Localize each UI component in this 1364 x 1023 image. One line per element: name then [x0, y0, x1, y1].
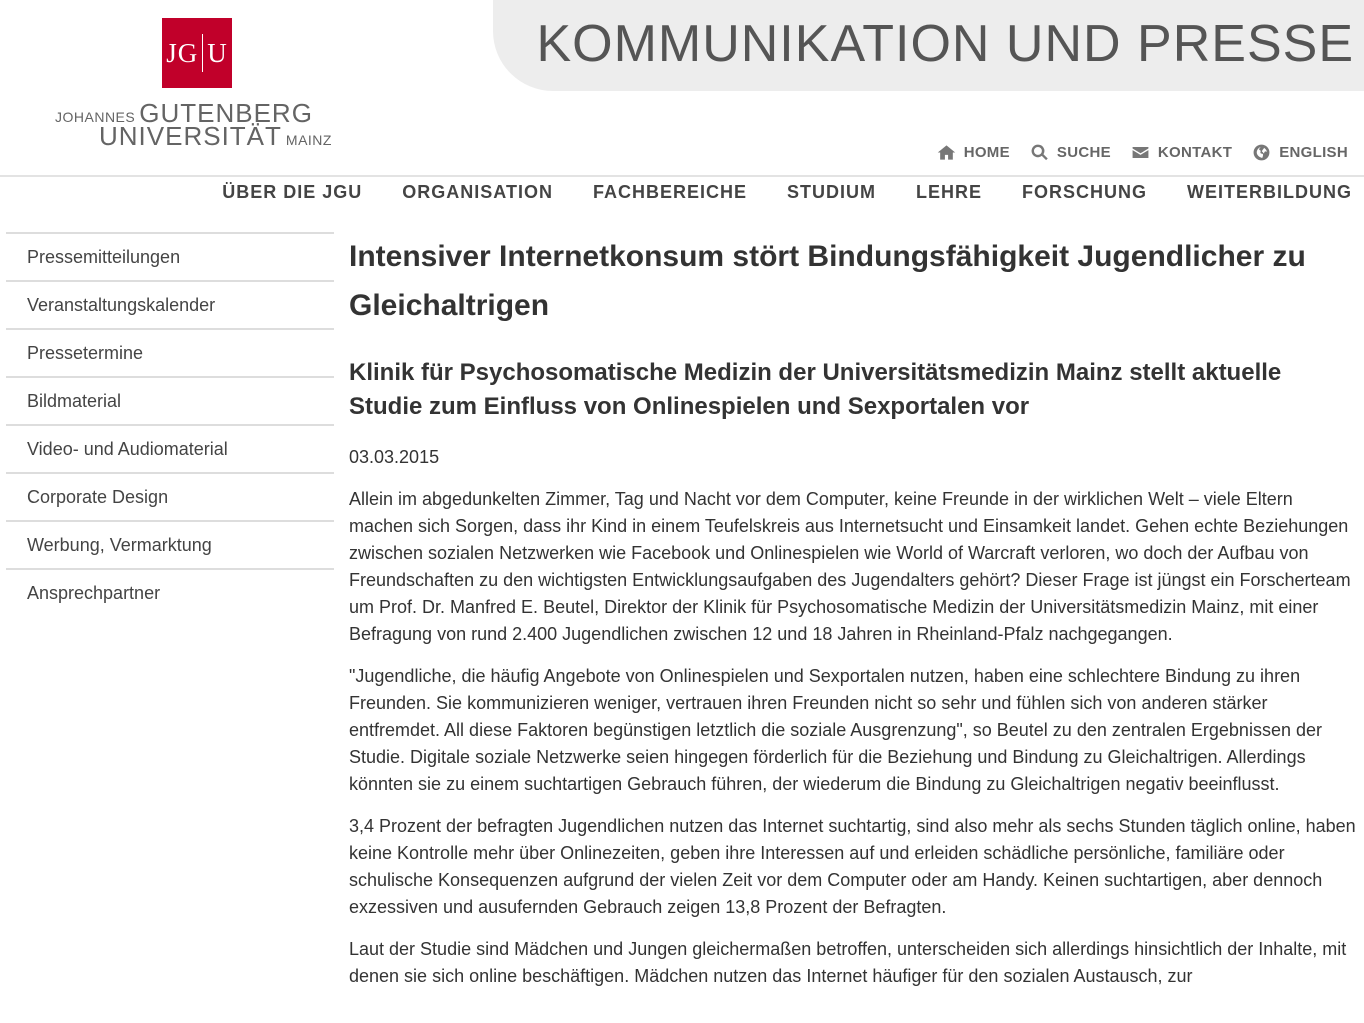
article-paragraph: "Jugendliche, die häufig Angebote von Onlinespielen und Sexportalen nutzen, haben eine schlechtere Bindung zu ihren Freunden. Sie kommunizieren weniger, vertrauen ihren Freunden nicht so sehr und fühlen sich von anderen stärker entfremdet. All diese Faktoren begünstigen letztlich die soziale Ausgrenzung", so Beutel zu den zentralen Ergebnissen der Studie. Digitale soziale Netzwerke seien hingegen förderlich für die Beziehung und Bindung zu Gleichaltrigen. Allerdings könnten sie zu einem suchtartigen Gebrauch führen, der wiederum die Bindung zu Gleichaltrigen negativ beeinflusst.	[349, 666, 1322, 794]
logo-universitaet: UNIVERSITÄT	[99, 121, 282, 151]
service-search-label: SUCHE	[1056, 144, 1111, 161]
university-logo[interactable]	[55, 18, 332, 151]
service-english-label: ENGLISH	[1279, 144, 1348, 161]
article	[349, 232, 1361, 990]
logo-johannes: JOHANNES	[55, 109, 136, 125]
service-home-label: HOME	[963, 144, 1010, 161]
article-paragraph: Allein im abgedunkelten Zimmer, Tag und Nacht vor dem Computer, keine Freunde in der wirklichen Welt – viele Eltern machen sich Sorgen, dass ihr Kind in einem Teufelskreis aus Internetsucht und Einsamkeit landet. Gehen echte Beziehungen zwischen sozialen Netzwerken wie Facebook und Onlinespielen wie World of Warcraft verloren, wo doch der Aufbau von Freundschaften zu den wichtigsten Entwicklungsaufgaben des Jugendalters gehört? Dieser Frage ist jüngst ein Forscherteam um Prof. Dr. Manfred E. Beutel, Direktor der Klinik für Psychosomatische Medizin der Universitätsmedizin Mainz, mit einer Befragung von rund 2.400 Jugendlichen zwischen 12 und 18 Jahren in Rheinland-Pfalz nachgegangen.	[349, 489, 1351, 644]
jgu-logo-mark	[162, 18, 232, 88]
sidebar-item-corporate-design[interactable]: Corporate Design	[6, 472, 334, 520]
article-date: 03.03.2015	[349, 447, 440, 467]
section-banner	[493, 0, 1364, 91]
article-subheadline: Klinik für Psychosomatische Medizin der Universitätsmedizin Mainz stellt aktuelle Studie zum Einfluss von Onlinespielen und Sexportalen vor	[349, 359, 1282, 420]
logo-mainz: MAINZ	[285, 132, 332, 148]
search-icon	[1030, 143, 1049, 162]
home-icon	[937, 143, 956, 162]
service-search-link[interactable]	[1030, 143, 1111, 162]
globe-icon	[1252, 143, 1271, 162]
sidebar-item-bildmaterial[interactable]: Bildmaterial	[6, 376, 334, 424]
sidebar-item-ansprechpartner[interactable]: Ansprechpartner	[6, 568, 334, 616]
service-contact-link[interactable]	[1131, 143, 1232, 162]
nav-organisation[interactable]: ORGANISATION	[402, 182, 553, 202]
logo-gutenberg: GUTENBERG	[139, 98, 313, 128]
section-title: KOMMUNIKATION UND PRESSE	[536, 15, 1354, 73]
service-contact-label: KONTAKT	[1157, 144, 1233, 161]
nav-lehre[interactable]: LEHRE	[915, 182, 982, 202]
service-nav	[917, 143, 1348, 162]
nav-studium[interactable]: STUDIUM	[786, 182, 876, 202]
nav-ueber-die-jgu[interactable]: ÜBER DIE JGU	[222, 182, 363, 202]
sidebar-item-video-audiomaterial[interactable]: Video- und Audiomaterial	[6, 424, 334, 472]
nav-forschung[interactable]: FORSCHUNG	[1022, 182, 1147, 202]
service-home-link[interactable]	[937, 143, 1010, 162]
header-divider	[0, 175, 1364, 177]
article-paragraph: Laut der Studie sind Mädchen und Jungen gleichermaßen betroffen, unterscheiden sich allerdings hinsichtlich der Inhalte, mit denen sie sich online beschäftigen. Mädchen nutzen das Internet häufiger für den sozialen Austausch, zur	[349, 939, 1347, 986]
sidebar-item-pressemitteilungen[interactable]: Pressemitteilungen	[6, 232, 334, 280]
nav-fachbereiche[interactable]: FACHBEREICHE	[592, 182, 747, 202]
service-english-link[interactable]	[1252, 143, 1348, 162]
nav-weiterbildung[interactable]: WEITERBILDUNG	[1187, 182, 1352, 202]
sidebar-item-pressetermine[interactable]: Pressetermine	[6, 328, 334, 376]
sidebar-item-veranstaltungskalender[interactable]: Veranstaltungskalender	[6, 280, 334, 328]
logo-mark-left: JG	[166, 37, 199, 68]
logo-mark-right: U	[207, 37, 228, 68]
article-headline: Intensiver Internetkonsum stört Bindungsfähigkeit Jugendlicher zu Gleichaltrigen	[349, 240, 1306, 322]
main-nav	[182, 182, 1352, 203]
sidebar-nav	[6, 232, 334, 616]
mail-icon	[1131, 143, 1150, 162]
logo-text-line2	[99, 121, 332, 152]
sidebar-item-werbung-vermarktung[interactable]: Werbung, Vermarktung	[6, 520, 334, 568]
article-paragraph: 3,4 Prozent der befragten Jugendlichen nutzen das Internet suchtartig, sind also mehr als sechs Stunden täglich online, haben keine Kontrolle mehr über Onlinezeiten, geben ihre Interessen auf und erleiden schädliche persönliche, familiäre oder schulische Konsequenzen aufgrund der vielen Zeit vor dem Computer oder am Handy. Keinen suchtartigen, aber dennoch exzessiven und ausufernden Gebrauch zeigen 13,8 Prozent der Befragten.	[349, 816, 1356, 917]
